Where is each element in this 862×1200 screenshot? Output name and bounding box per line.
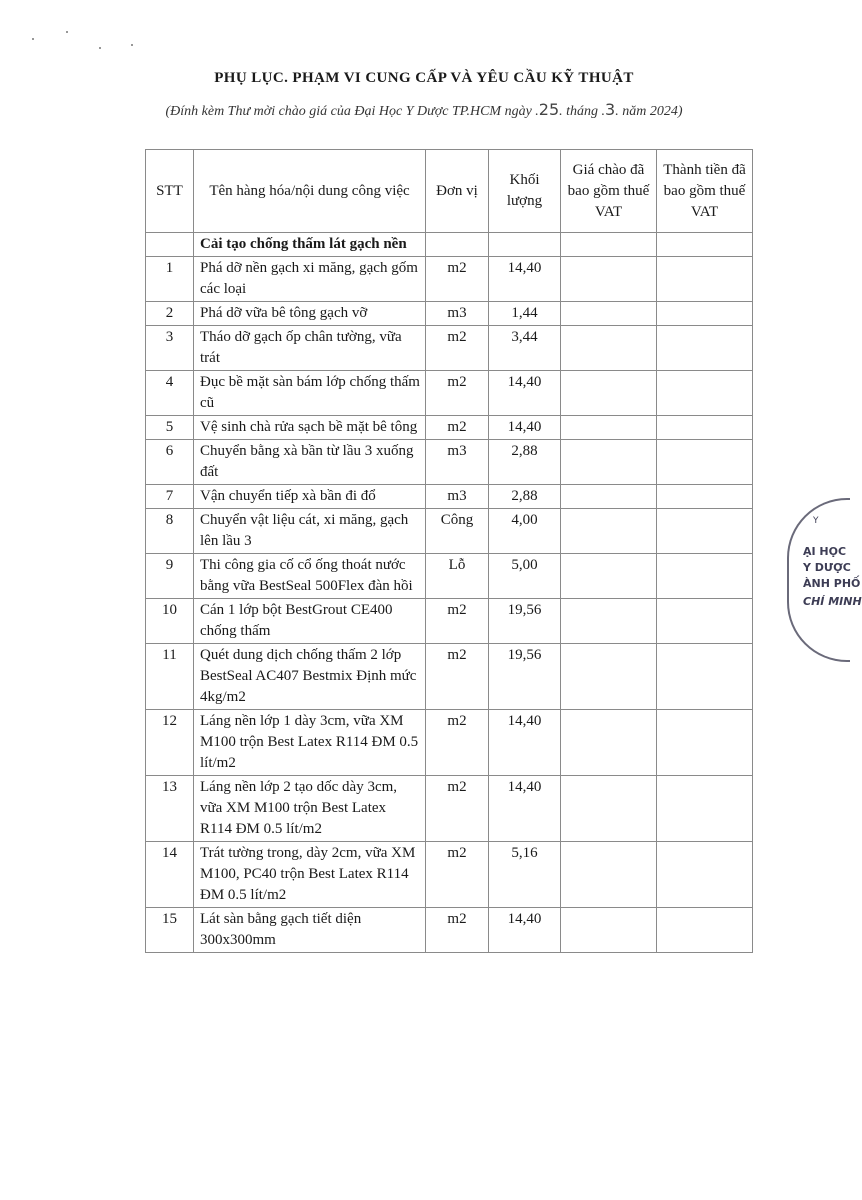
- item-name-cell: Láng nền lớp 1 dày 3cm, vữa XM M100 trộn Best Latex R114 ĐM 0.5 lít/m2: [194, 710, 426, 776]
- handwritten-day: 25: [538, 100, 560, 119]
- item-name-cell: Trát tường trong, dày 2cm, vữa XM M100, PC40 trộn Best Latex R114 ĐM 0.5 lít/m2: [194, 842, 426, 908]
- total-cell: [657, 644, 753, 710]
- subtitle-suffix: . năm 2024): [615, 104, 683, 119]
- stt-cell: 7: [146, 485, 194, 509]
- stt-cell: 13: [146, 776, 194, 842]
- header-stt: STT: [146, 150, 194, 233]
- header-name: Tên hàng hóa/nội dung công việc: [194, 150, 426, 233]
- qty-cell: 2,88: [489, 440, 561, 485]
- item-name-cell: Phá dỡ vữa bê tông gạch vỡ: [194, 302, 426, 326]
- seal-top-letter: Y: [813, 516, 819, 526]
- total-cell: [657, 416, 753, 440]
- total-cell: [657, 302, 753, 326]
- table-row: [146, 644, 753, 710]
- qty-cell: 5,16: [489, 842, 561, 908]
- table-row: [146, 509, 753, 554]
- section-stt-cell: [146, 233, 194, 257]
- unit-cell: m3: [426, 440, 489, 485]
- price-cell: [561, 302, 657, 326]
- price-cell: [561, 509, 657, 554]
- subtitle-month-prefix: . tháng .: [559, 104, 606, 119]
- stt-cell: 12: [146, 710, 194, 776]
- stt-cell: 3: [146, 326, 194, 371]
- seal-line-2: Y DƯỢC: [803, 561, 851, 574]
- section-title: Cải tạo chống thấm lát gạch nền: [194, 233, 426, 257]
- scan-speck: [99, 47, 101, 49]
- stt-cell: 14: [146, 842, 194, 908]
- price-cell: [561, 485, 657, 509]
- table-row: [146, 416, 753, 440]
- qty-cell: 14,40: [489, 908, 561, 953]
- header-total: Thành tiền đã bao gồm thuế VAT: [657, 150, 753, 233]
- scan-speck: [66, 31, 68, 33]
- unit-cell: m2: [426, 599, 489, 644]
- unit-cell: Công: [426, 509, 489, 554]
- price-cell: [561, 644, 657, 710]
- unit-cell: m2: [426, 326, 489, 371]
- unit-cell: Lỗ: [426, 554, 489, 599]
- seal-line-4: CHÍ MINH: [803, 595, 862, 608]
- item-name-cell: Thi công gia cố cổ ống thoát nước bằng vữa BestSeal 500Flex đàn hồi: [194, 554, 426, 599]
- unit-cell: m2: [426, 257, 489, 302]
- price-cell: [561, 416, 657, 440]
- scan-speck: [131, 44, 133, 46]
- qty-cell: 14,40: [489, 371, 561, 416]
- subtitle-prefix: (Đính kèm Thư mời chào giá của Đại Học Y Dược TP.HCM ngày .: [165, 104, 539, 119]
- unit-cell: m3: [426, 485, 489, 509]
- item-name-cell: Phá dỡ nền gạch xi măng, gạch gốm các loại: [194, 257, 426, 302]
- section-price-cell: [561, 233, 657, 257]
- qty-cell: 19,56: [489, 644, 561, 710]
- seal-line-1: ẠI HỌC: [803, 545, 847, 558]
- total-cell: [657, 842, 753, 908]
- table-row: [146, 710, 753, 776]
- total-cell: [657, 440, 753, 485]
- table-header-row: [146, 150, 753, 233]
- total-cell: [657, 371, 753, 416]
- section-qty-cell: [489, 233, 561, 257]
- table-row: [146, 908, 753, 953]
- qty-cell: 3,44: [489, 326, 561, 371]
- unit-cell: m2: [426, 842, 489, 908]
- price-cell: [561, 908, 657, 953]
- total-cell: [657, 485, 753, 509]
- section-row: [146, 233, 753, 257]
- price-cell: [561, 554, 657, 599]
- qty-cell: 14,40: [489, 776, 561, 842]
- stt-cell: 1: [146, 257, 194, 302]
- total-cell: [657, 509, 753, 554]
- item-name-cell: Chuyển bằng xà bần từ lầu 3 xuống đất: [194, 440, 426, 485]
- stt-cell: 5: [146, 416, 194, 440]
- unit-cell: m2: [426, 908, 489, 953]
- unit-cell: m2: [426, 644, 489, 710]
- item-name-cell: Lát sàn bằng gạch tiết diện 300x300mm: [194, 908, 426, 953]
- table-row: [146, 599, 753, 644]
- table-row: [146, 371, 753, 416]
- stt-cell: 4: [146, 371, 194, 416]
- table-row: [146, 776, 753, 842]
- item-name-cell: Chuyển vật liệu cát, xi măng, gạch lên lầu 3: [194, 509, 426, 554]
- scope-table: [145, 149, 753, 953]
- table-row: [146, 440, 753, 485]
- item-name-cell: Đục bề mặt sàn bám lớp chống thấm cũ: [194, 371, 426, 416]
- qty-cell: 14,40: [489, 257, 561, 302]
- total-cell: [657, 908, 753, 953]
- unit-cell: m2: [426, 416, 489, 440]
- item-name-cell: Vận chuyển tiếp xà bần đi đổ: [194, 485, 426, 509]
- unit-cell: m2: [426, 710, 489, 776]
- document-title: PHỤ LỤC. PHẠM VI CUNG CẤP VÀ YÊU CẦU KỸ THUẬT: [214, 70, 634, 86]
- item-name-cell: Tháo dỡ gạch ốp chân tường, vữa trát: [194, 326, 426, 371]
- total-cell: [657, 776, 753, 842]
- unit-cell: m3: [426, 302, 489, 326]
- table-row: [146, 257, 753, 302]
- stt-cell: 10: [146, 599, 194, 644]
- item-name-cell: Láng nền lớp 2 tạo dốc dày 3cm, vữa XM M100 trộn Best Latex R114 ĐM 0.5 lít/m2: [194, 776, 426, 842]
- header-qty: Khối lượng: [489, 150, 561, 233]
- header-price: Giá chào đã bao gồm thuế VAT: [561, 150, 657, 233]
- total-cell: [657, 554, 753, 599]
- price-cell: [561, 257, 657, 302]
- price-cell: [561, 599, 657, 644]
- unit-cell: m2: [426, 371, 489, 416]
- qty-cell: 2,88: [489, 485, 561, 509]
- price-cell: [561, 440, 657, 485]
- unit-cell: m2: [426, 776, 489, 842]
- qty-cell: 4,00: [489, 509, 561, 554]
- table-row: [146, 842, 753, 908]
- table-row: [146, 302, 753, 326]
- item-name-cell: Quét dung dịch chống thấm 2 lớp BestSeal AC407 Bestmix Định mức 4kg/m2: [194, 644, 426, 710]
- stt-cell: 9: [146, 554, 194, 599]
- total-cell: [657, 257, 753, 302]
- table-row: [146, 554, 753, 599]
- scan-speck: [32, 38, 34, 40]
- qty-cell: 14,40: [489, 710, 561, 776]
- total-cell: [657, 599, 753, 644]
- price-cell: [561, 371, 657, 416]
- document-subtitle: [0, 100, 848, 120]
- section-total-cell: [657, 233, 753, 257]
- total-cell: [657, 326, 753, 371]
- qty-cell: 19,56: [489, 599, 561, 644]
- seal-line-3: ÀNH PHỐ: [803, 577, 861, 590]
- qty-cell: 5,00: [489, 554, 561, 599]
- price-cell: [561, 776, 657, 842]
- stt-cell: 8: [146, 509, 194, 554]
- total-cell: [657, 710, 753, 776]
- qty-cell: 1,44: [489, 302, 561, 326]
- header-unit: Đơn vị: [426, 150, 489, 233]
- stt-cell: 15: [146, 908, 194, 953]
- official-seal: [787, 498, 862, 662]
- table-row: [146, 326, 753, 371]
- table-row: [146, 485, 753, 509]
- stt-cell: 11: [146, 644, 194, 710]
- price-cell: [561, 326, 657, 371]
- price-cell: [561, 710, 657, 776]
- item-name-cell: Vệ sinh chà rửa sạch bề mặt bê tông: [194, 416, 426, 440]
- handwritten-month: 3: [605, 100, 616, 119]
- qty-cell: 14,40: [489, 416, 561, 440]
- stt-cell: 6: [146, 440, 194, 485]
- section-unit-cell: [426, 233, 489, 257]
- price-cell: [561, 842, 657, 908]
- stt-cell: 2: [146, 302, 194, 326]
- item-name-cell: Cán 1 lớp bột BestGrout CE400 chống thấm: [194, 599, 426, 644]
